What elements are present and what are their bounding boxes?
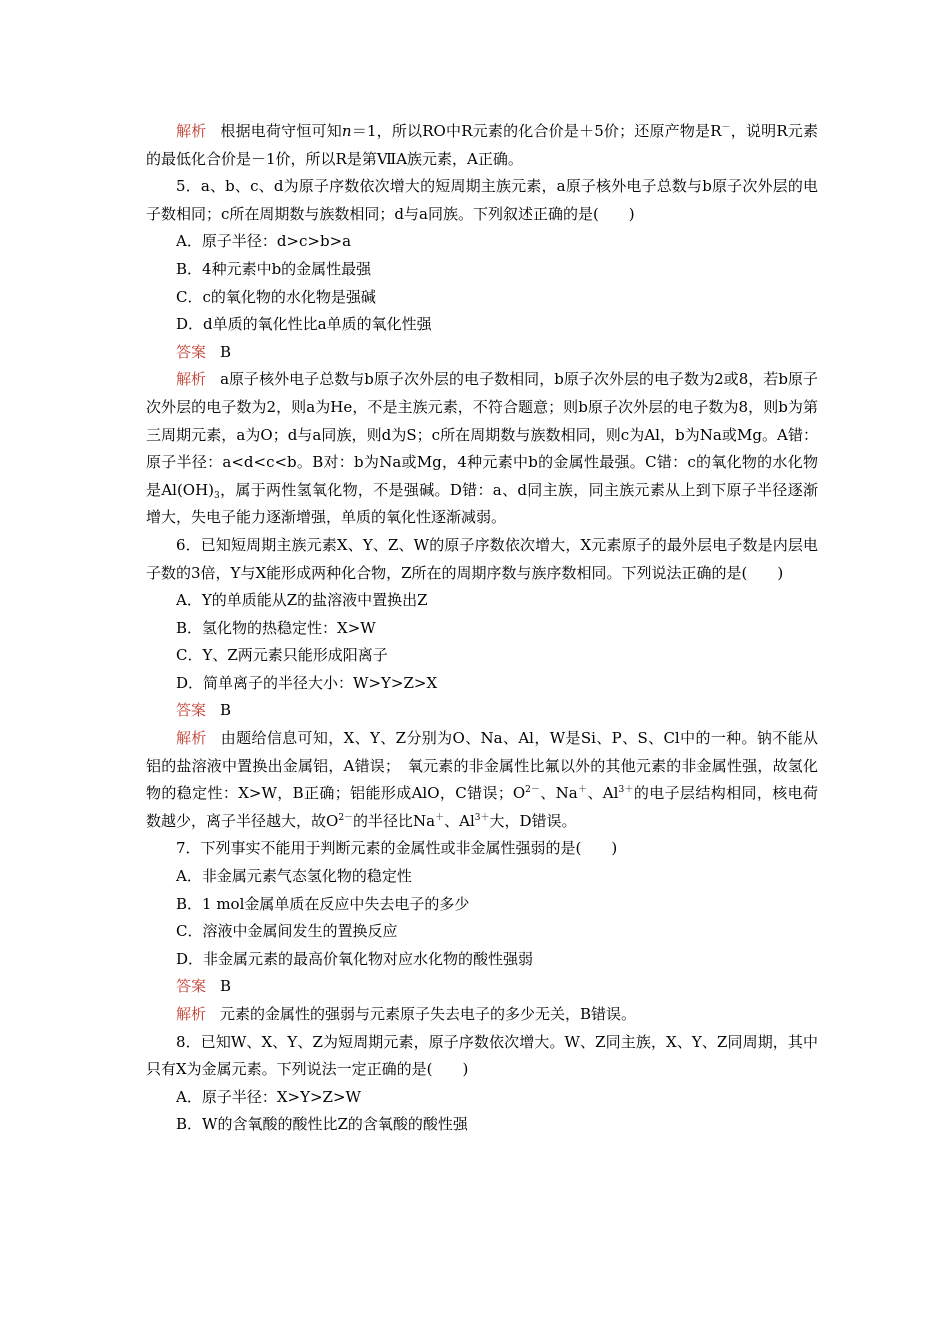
question-5-option-a: A．原子半径：d>c>b>a [176,232,352,251]
question-8-option-a: A．原子半径：X>Y>Z>W [176,1087,361,1106]
analysis-label: 解析 [176,729,207,748]
question-6-option-c: C．Y、Z两元素只能形成阳离子 [176,646,388,665]
answer-label: 答案 [176,977,207,996]
question-6-option-d: D．简单离子的半径大小：W>Y>Z>X [176,673,438,692]
question-5-analysis: 解析 a原子核外电子总数与b原子次外层的电子数相同，b原子次外层的电子数为2或8，若b原子次外层的电子数为2，则a为He，不是主族元素，不符合题意；则b原子次外层的电子数为8，则b为第三周期元素，a为O；d与a同族，则d为S；c所在周期数与族数相同，则c为Al，b为Na或Mg。A错：原子半径：a<d<c<b。B对：b为Na或Mg，4种元素中b的金属性最强。C错：c的氧化物的水化物是$Al(OH)_3$，属于两性氢氧化物，不是强碱。D错：a、d同主族，同主族元素从上到下原子半径逐渐增大，失电子能力逐渐增强，单质的氧化性逐渐减弱。 [146,370,818,527]
question-6-answer: 答案 B [176,701,232,720]
analysis-label: 解析 [176,1005,207,1023]
answer-label: 答案 [176,342,207,361]
document-page [146,118,818,1139]
question-6-analysis: 解析 由题给信息可知，X、Y、Z分别为O、Na、Al，W是Si、P、S、Cl中的一种。钠不能从铝的盐溶液中置换出金属铝，A错误； 氧元素的非金属性比氟以外的其他元素的非金属性强，故氢化物的稳定性：X>W，B正确；铝能形成AlO，C错误；$O^{2-}$、Na＋、$Al^{3+}$的电子层结构相同，核电荷数越少，离子半径越大，故$O^{2-}$的半径比Na＋、$Al^{3+}$大，D错误。 [146,729,818,830]
question-5-option-c: C．c的氧化物的水化物是强碱 [176,287,376,306]
question-7-analysis: 解析 元素的金属性的强弱与元素原子失去电子的多少无关，B错误。 [176,1005,637,1023]
question-7-option-b: B．1 mol金属单质在反应中失去电子的多少 [176,894,470,913]
question-6-stem: 6．已知短周期主族元素X、Y、Z、W的原子序数依次增大，X元素原子的最外层电子数是内层电子数的3倍，Y与X能形成两种化合物，Z所在的周期序数与族序数相同。下列说法正确的是( ) [146,535,818,582]
question-5-stem: 5．a、b、c、d为原子序数依次增大的短周期主族元素，a原子核外电子总数与b原子次外层的电子数相同；c所在周期数与族数相同；d与a同族。下列叙述正确的是( ) [146,177,818,223]
analysis-label: 解析 [176,370,207,389]
question-7-stem: 7．下列事实不能用于判断元素的金属性或非金属性强弱的是( ) [176,839,618,858]
question-5-option-d: D．d单质的氧化性比a单质的氧化性强 [176,315,432,334]
prev-analysis: 解析 根据电荷守恒可知n＝1，所以RO中R元素的化合价是＋5价；还原产物是R－，说明R元素的最低化合价是－1价，所以R是第ⅦA族元素，A正确。 [146,122,818,168]
question-5-answer: 答案 B [176,342,232,361]
question-7-option-c: C．溶液中金属间发生的置换反应 [176,922,398,941]
analysis-label: 解析 [176,122,207,140]
question-8-stem: 8．已知W、X、Y、Z为短周期元素，原子序数依次增大。W、Z同主族，X、Y、Z同周期，其中只有X为金属元素。下列说法一定正确的是( ) [146,1032,818,1079]
question-8-option-b: B．W的含氧酸的酸性比Z的含氧酸的酸性强 [176,1115,468,1134]
question-5-option-b: B．4种元素中b的金属性最强 [176,259,372,278]
question-7-option-a: A．非金属元素气态氢化物的稳定性 [176,867,412,886]
question-7-option-d: D．非金属元素的最高价氧化物对应水化物的酸性强弱 [176,949,534,968]
question-7-answer: 答案 B [176,977,232,996]
question-6-option-a: A．Y的单质能从Z的盐溶液中置换出Z [176,591,428,610]
question-6-option-b: B．氢化物的热稳定性：X>W [176,618,376,637]
answer-label: 答案 [176,701,207,720]
